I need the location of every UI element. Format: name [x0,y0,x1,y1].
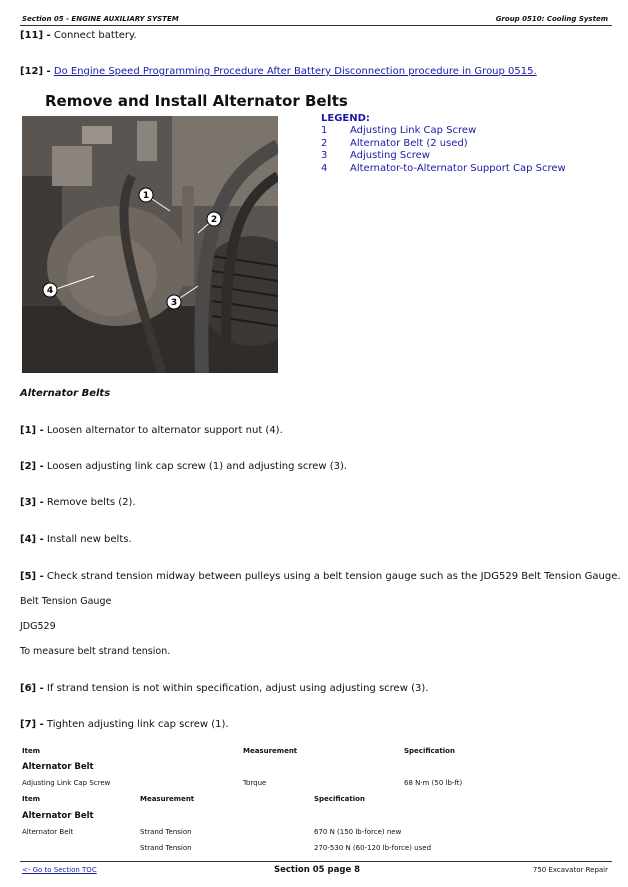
tool-use: To measure belt strand tension. [20,646,171,657]
alternator-photo [22,116,278,373]
footer-divider [20,861,612,862]
step-number: [12] - [20,66,51,77]
table2-header-measurement: Measurement [140,795,195,803]
step-6: [6] - If strand tension is not within specification, adjust using adjusting screw (3). [20,683,429,694]
page-title: Remove and Install Alternator Belts [45,92,348,110]
table1-header-measurement: Measurement [243,747,298,755]
table2-cell: 670 N (150 lb-force) new [314,828,402,836]
table1-cell: Torque [243,779,267,787]
callout-2: 2 [210,215,218,225]
legend-item: 1 Adjusting Link Cap Screw [321,125,477,137]
legend-item: 4 Alternator-to-Alternator Support Cap Screw [321,162,566,174]
tool-name: Belt Tension Gauge [20,596,112,607]
callout-3: 3 [170,298,178,308]
step-1: [1] - Loosen alternator to alternator support nut (4). [20,425,283,436]
table1-cell: 68 N·m (50 lb-ft) [404,779,463,787]
table2-group: Alternator Belt [22,811,94,821]
step-2: [2] - Loosen adjusting link cap screw (1) and adjusting screw (3). [20,461,348,472]
section-toc-link[interactable]: <- Go to Section TOC [22,866,97,874]
book-title: 750 Excavator Repair [532,866,608,874]
callout-4: 4 [46,286,54,296]
engine-speed-procedure-link[interactable]: Do Engine Speed Programming Procedure After Battery Disconnection procedure in Group 0515. [53,66,537,77]
table2-cell: 270-530 N (60-120 lb-force) used [314,844,432,852]
section-header: Section 05 - ENGINE AUXILIARY SYSTEM [22,15,179,23]
step-number: [11] - [20,30,51,41]
alternator-belts-subheading: Alternator Belts [20,388,111,399]
group-header: Group 0510: Cooling System [495,15,608,23]
table1-cell: Adjusting Link Cap Screw [22,779,111,787]
legend [321,113,566,175]
legend-heading: LEGEND: [321,113,370,124]
tool-number: JDG529 [20,621,56,632]
step-3: [3] - Remove belts (2). [20,497,136,508]
legend-item: 2 Alternator Belt (2 used) [321,137,468,149]
table2-cell: Alternator Belt [22,828,74,836]
step-12 [20,66,537,77]
table1-group: Alternator Belt [22,762,94,772]
table2-cell: Strand Tension [140,844,192,852]
table1-header-item: Item [22,747,40,755]
page-number: Section 05 page 8 [274,865,361,875]
table2-cell: Strand Tension [140,828,192,836]
step-text: Connect battery. [53,30,137,41]
header-divider [20,25,612,26]
table2-header-specification: Specification [314,795,365,803]
legend-item: 3 Adjusting Screw [321,150,430,162]
step-11 [20,30,137,41]
callout-1: 1 [142,191,150,201]
table2-header-item: Item [22,795,40,803]
step-4: [4] - Install new belts. [20,534,132,545]
step-5: [5] - Check strand tension midway between pulleys using a belt tension gauge such as the JDG529 Belt Tension Gauge. [20,571,621,582]
table1-header-specification: Specification [404,747,455,755]
step-7: [7] - Tighten adjusting link cap screw (1). [20,719,229,730]
